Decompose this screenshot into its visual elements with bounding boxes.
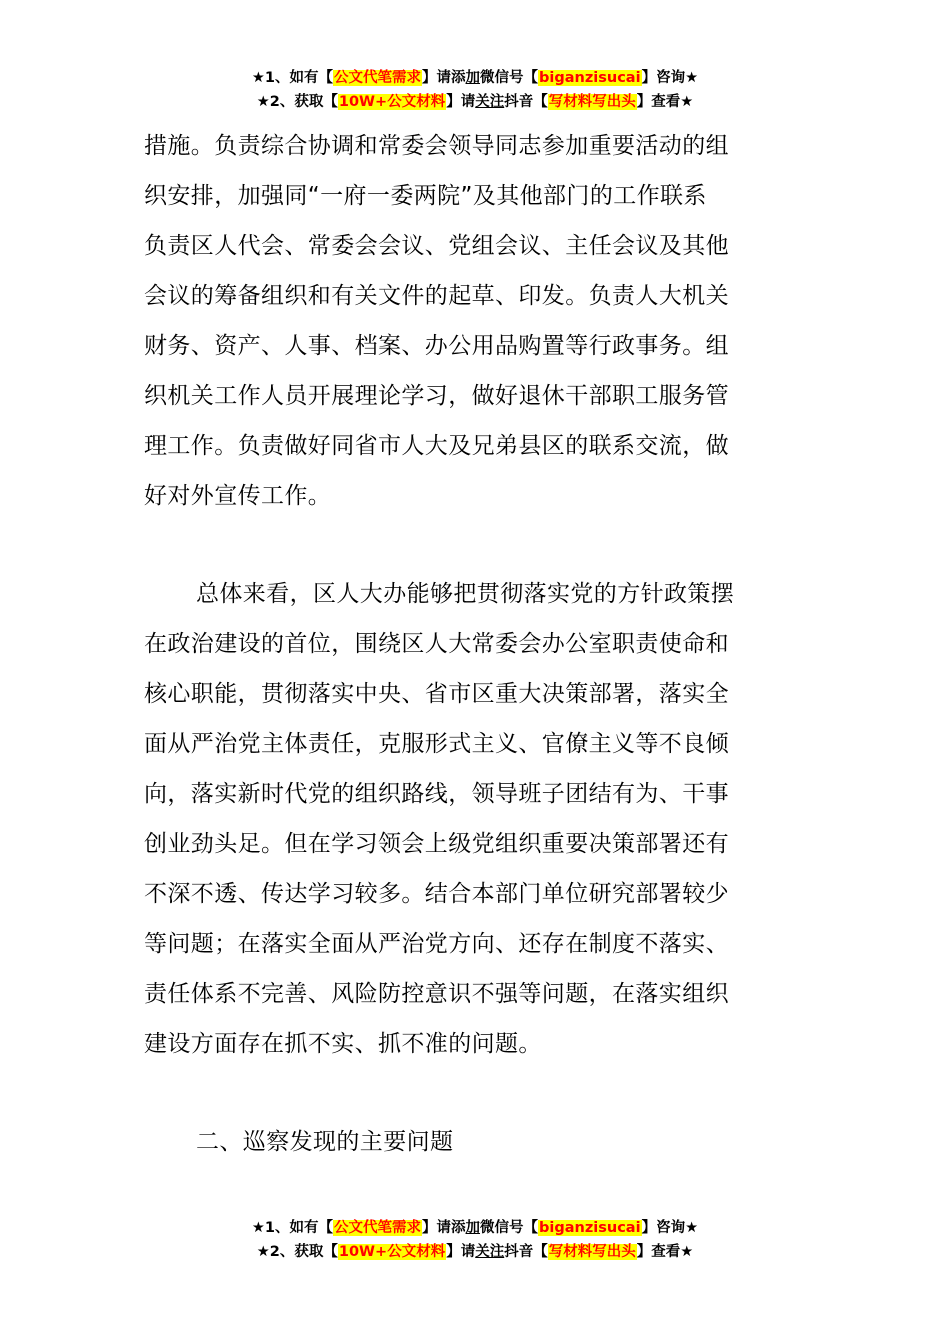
paragraph-2 (144, 569, 808, 1069)
text-line: 织安排，加强同“一府一委两院”及其他部门的工作联系 (144, 183, 707, 209)
text-line: 织机关工作人员开展理论学习，做好退休干部职工服务管 (144, 383, 729, 409)
highlight-douyin: 写材料写出头 (548, 94, 636, 110)
text-line: 总体来看，区人大办能够把贯彻落实党的方针政策摆 (196, 581, 735, 607)
section-heading-text: 二、巡察发现的主要问题 (196, 1129, 454, 1155)
banner-text: 】请添 (422, 70, 466, 86)
paragraph-1 (144, 121, 808, 521)
banner-text: 关注 (475, 1244, 505, 1260)
banner-text: ★2、获取【 (256, 1244, 338, 1260)
banner-text: 微信号【 (480, 70, 539, 86)
text-line: 措施。负责综合协调和常委会领导同志参加重要活动的组 (144, 133, 729, 159)
banner-text: 微信号【 (480, 1220, 539, 1236)
banner-text: ★1、如有【 (251, 1220, 334, 1236)
text-line: 不深不透、传达学习较多。结合本部门单位研究部署较少 (144, 881, 729, 907)
banner-text: 抖音【 (504, 94, 548, 110)
text-line: 向，落实新时代党的组织路线，领导班子团结有为、干事 (144, 781, 729, 807)
section-heading (144, 1117, 808, 1167)
text-line: 财务、资产、人事、档案、办公用品购置等行政事务。组 (144, 333, 729, 359)
banner-text: 】查看★ (636, 94, 694, 110)
text-line: 建设方面存在抓不实、抓不准的问题。 (144, 1031, 542, 1057)
banner-line-1 (0, 66, 950, 90)
banner-text: 抖音【 (504, 1244, 548, 1260)
text-line: 理工作。负责做好同省市人大及兄弟县区的联系交流，做 (144, 433, 729, 459)
text-line: 创业劲头足。但在学习领会上级党组织重要决策部署还有 (144, 831, 729, 857)
banner-line-1 (0, 1216, 950, 1240)
banner-text: 加 (465, 70, 481, 86)
banner-line-2 (0, 1240, 950, 1264)
footer-banner (0, 1216, 950, 1264)
banner-text: ★2、获取【 (256, 94, 338, 110)
highlight-wechat-id: biganzisucai (539, 1220, 641, 1236)
highlight-douyin: 写材料写出头 (548, 1244, 636, 1260)
text-line: 等问题；在落实全面从严治党方向、还存在制度不落实、 (144, 931, 729, 957)
header-banner (0, 66, 950, 114)
banner-line-2 (0, 90, 950, 114)
banner-text: 】查看★ (636, 1244, 694, 1260)
highlight-service: 公文代笔需求 (334, 70, 422, 86)
highlight-wechat-id: biganzisucai (539, 70, 641, 86)
text-line: 面从严治党主体责任，克服形式主义、官僚主义等不良倾 (144, 731, 729, 757)
text-line: 核心职能，贯彻落实中央、省市区重大决策部署，落实全 (144, 681, 729, 707)
highlight-service: 公文代笔需求 (334, 1220, 422, 1236)
text-line: 好对外宣传工作。 (144, 483, 332, 509)
banner-text: 关注 (475, 94, 505, 110)
text-line: 负责区人代会、常委会会议、党组会议、主任会议及其他 (144, 233, 729, 259)
banner-text: 】请 (446, 94, 476, 110)
text-line: 在政治建设的首位，围绕区人大常委会办公室职责使命和 (144, 631, 729, 657)
highlight-materials: 10W+公文材料 (338, 1244, 446, 1260)
banner-text: 】咨询★ (641, 70, 699, 86)
highlight-materials: 10W+公文材料 (338, 94, 446, 110)
text-line: 会议的筹备组织和有关文件的起草、印发。负责人大机关 (144, 283, 729, 309)
banner-text: ★1、如有【 (251, 70, 334, 86)
text-line: 责任体系不完善、风险防控意识不强等问题，在落实组织 (144, 981, 729, 1007)
banner-text: 】咨询★ (641, 1220, 699, 1236)
banner-text: 】请添 (422, 1220, 466, 1236)
banner-text: 加 (465, 1220, 481, 1236)
banner-text: 】请 (446, 1244, 476, 1260)
